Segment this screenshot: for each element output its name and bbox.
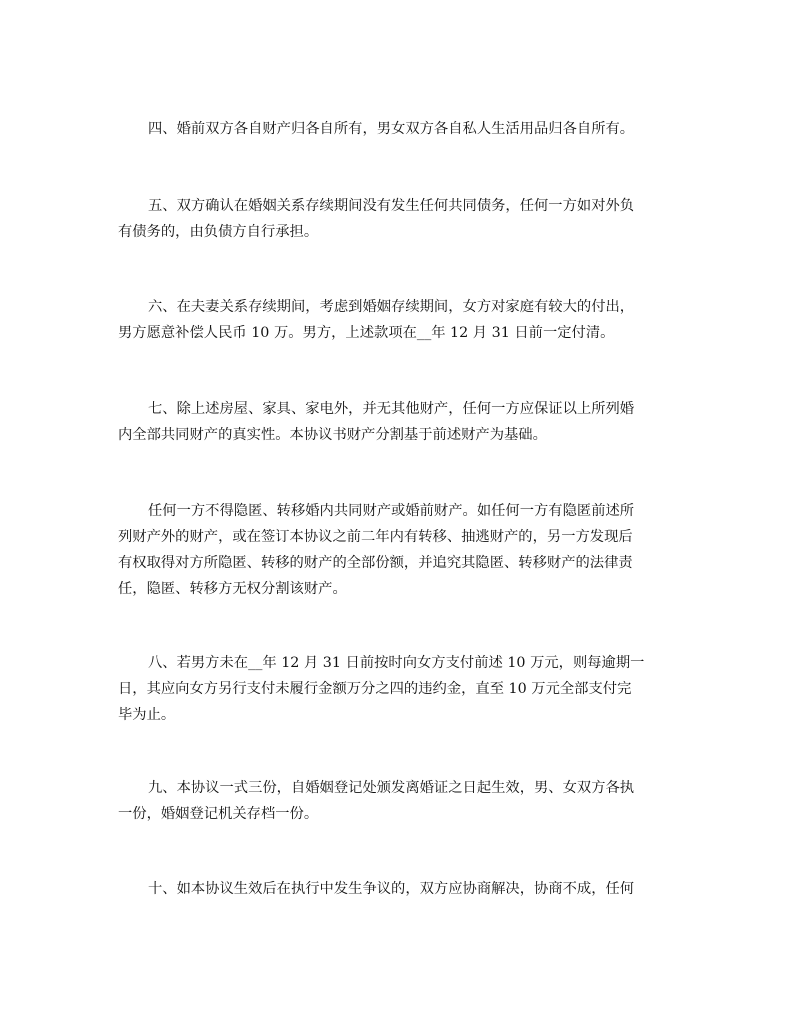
paragraph-6: [118, 294, 698, 346]
paragraph-line: 六、在夫妻关系存续期间，考虑到婚姻存续期间，女方对家庭有较大的付出，: [148, 299, 635, 315]
paragraph-line: 一份，婚姻登记机关存档一份。: [118, 806, 319, 822]
paragraph-line: 有债务的，由负债方自行承担。: [118, 224, 319, 240]
paragraph-7: [118, 396, 698, 448]
paragraph-line: 任，隐匿、转移方无权分割该财产。: [118, 581, 347, 597]
paragraph-line: 五、双方确认在婚姻关系存续期间没有发生任何共同债务，任何一方如对外负: [148, 198, 635, 214]
paragraph-line: 内全部共同财产的真实性。本协议书财产分割基于前述财产为基础。: [118, 427, 547, 443]
paragraph-10: [118, 876, 698, 902]
paragraph-line: 有权取得对方所隐匿、转移的财产的全部份额，并追究其隐匿、转移财产的法律责: [118, 555, 633, 571]
paragraph-4: [118, 116, 698, 142]
paragraph-line: 男方愿意补偿人民币 10 万。男方，上述款项在__年 12 月 31 日前一定付清。: [118, 325, 615, 341]
paragraph-9: [118, 775, 698, 827]
paragraph-5: [118, 193, 698, 245]
paragraph-8: [118, 650, 698, 728]
paragraph-line: 日，其应向女方另行支付未履行金额万分之四的违约金，直至 10 万元全部支付完: [118, 681, 632, 697]
paragraph-7-continued: [118, 498, 698, 602]
paragraph-line: 十、如本协议生效后在执行中发生争议的，双方应协商解决，协商不成，任何: [148, 881, 635, 897]
paragraph-line: 九、本协议一式三份，自婚姻登记处颁发离婚证之日起生效，男、女双方各执: [148, 780, 635, 796]
paragraph-line: 列财产外的财产，或在签订本协议之前二年内有转移、抽逃财产的，另一方发现后: [118, 529, 633, 545]
paragraph-line: 八、若男方未在__年 12 月 31 日前按时向女方支付前述 10 万元，则每逾期一: [148, 655, 645, 671]
paragraph-line: 任何一方不得隐匿、转移婚内共同财产或婚前财产。如任何一方有隐匿前述所: [148, 503, 635, 519]
paragraph-line: 四、婚前双方各自财产归各自所有，男女双方各自私人生活用品归各自所有。: [148, 121, 635, 137]
paragraph-line: 七、除上述房屋、家具、家电外，并无其他财产，任何一方应保证以上所列婚: [148, 401, 635, 417]
paragraph-line: 毕为止。: [118, 707, 176, 723]
